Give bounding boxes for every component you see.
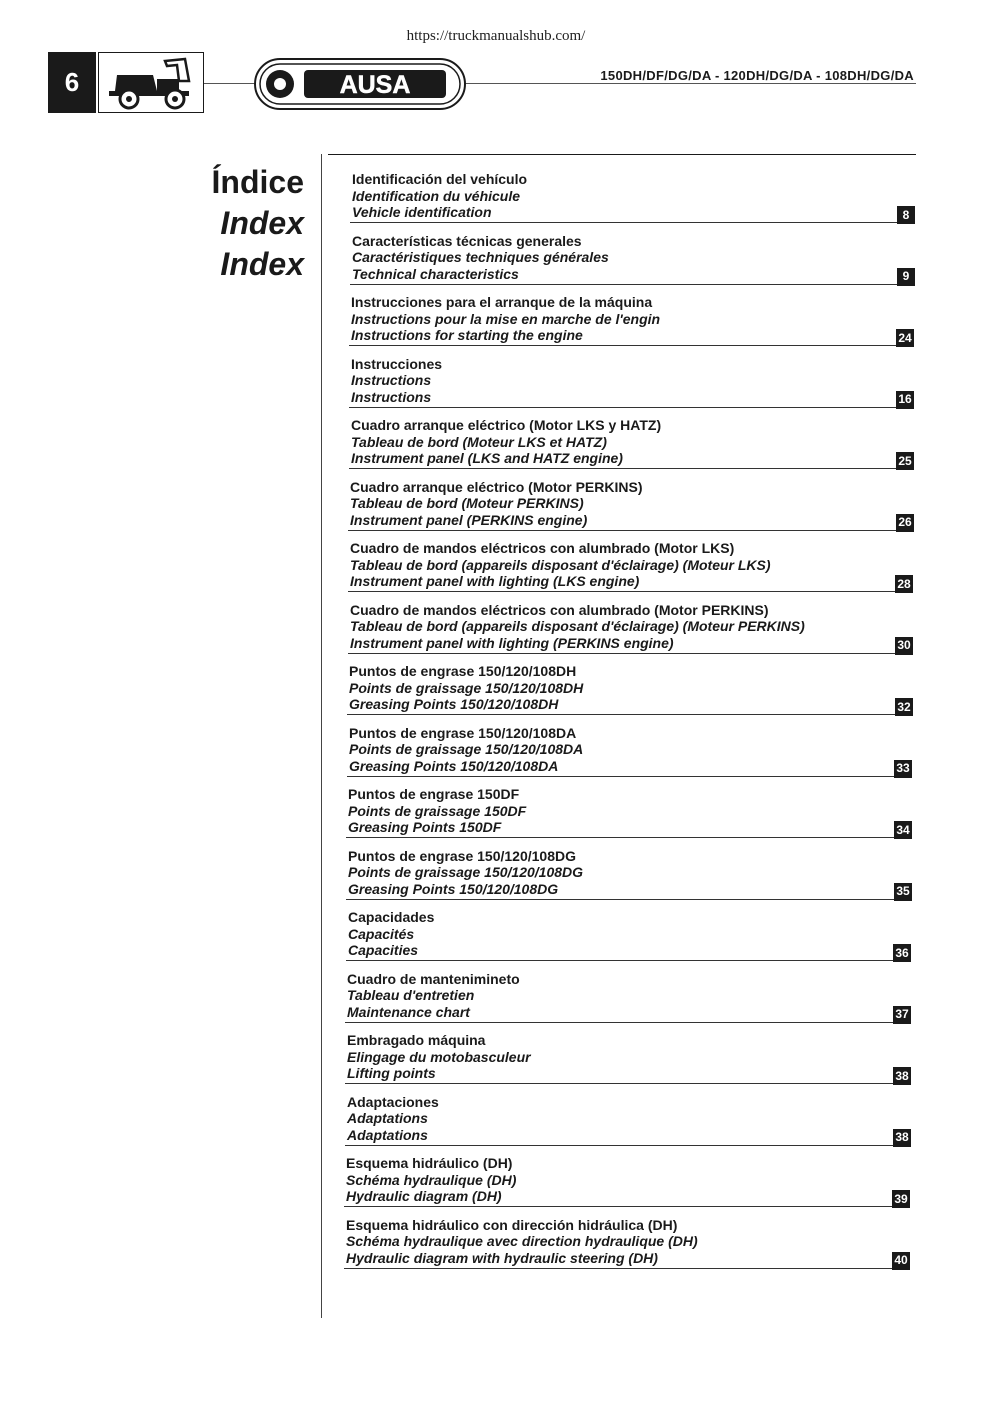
toc-entry-rule (348, 530, 896, 531)
toc-title-en: Instrument panel (PERKINS engine) (350, 511, 588, 528)
toc-entry-rule (348, 653, 895, 654)
toc-entry-titles (348, 848, 583, 898)
toc-title-fr: Schéma hydraulique avec direction hydraulique (DH) (346, 1233, 698, 1249)
chapter-number-badge: 6 (48, 52, 96, 113)
toc-entry (0, 479, 992, 541)
toc-page-number: 26 (896, 514, 914, 532)
toc-title-es: Esquema hidráulico (DH) (346, 1155, 513, 1171)
toc-entry-titles (348, 786, 526, 836)
toc-page-number: 40 (892, 1252, 910, 1270)
toc-title-es: Esquema hidráulico con dirección hidráulica (DH) (346, 1216, 678, 1233)
toc-title-es: Instrucciones para el arranque de la máquina (351, 294, 653, 310)
toc-title-es: Adaptaciones (347, 1093, 439, 1110)
toc-title-fr: Instructions (351, 372, 432, 388)
toc-entry (0, 971, 992, 1033)
toc-entry-titles (346, 1217, 698, 1267)
toc-title-es: Cuadro de mandos eléctricos con alumbrado (Motor PERKINS) (350, 601, 769, 618)
toc-page-number: 37 (893, 1006, 911, 1024)
toc-page-number: 30 (895, 637, 913, 655)
toc-page-number: 32 (895, 698, 913, 716)
toc-entry (0, 294, 992, 356)
toc-title-fr: Points de graissage 150/120/108DG (348, 864, 584, 880)
index-title-es: Índice (211, 164, 304, 200)
toc-title-es: Instrucciones (351, 355, 443, 372)
toc-title-es: Capacidades (348, 909, 435, 925)
toc-title-en: Greasing Points 150/120/108DG (348, 880, 559, 897)
top-rule (328, 154, 916, 155)
toc-title-fr: Tableau de bord (appareils disposant d'éclairage) (Moteur PERKINS) (350, 618, 805, 634)
toc-title-fr: Adaptations (347, 1110, 428, 1126)
toc-title-es: Cuadro de mandos eléctricos con alumbrado (Motor LKS) (350, 540, 735, 556)
toc-title-en: Vehicle identification (352, 204, 492, 220)
toc-entry-rule (345, 1022, 893, 1023)
toc-title-es: Características técnicas generales (352, 232, 582, 249)
toc-entry-rule (350, 284, 897, 285)
toc-entry-titles (347, 1094, 439, 1144)
toc-entry (0, 602, 992, 664)
toc-entry (0, 1155, 992, 1217)
toc-entry (0, 1032, 992, 1094)
toc-title-fr: Tableau de bord (Moteur PERKINS) (350, 495, 584, 511)
toc-title-en: Greasing Points 150DF (348, 819, 502, 835)
toc-page-number: 38 (893, 1067, 911, 1085)
toc-title-fr: Schéma hydraulique (DH) (346, 1171, 517, 1188)
toc-entry-rule (349, 407, 896, 408)
models-header: 150DH/DF/DG/DA - 120DH/DG/DA - 108DH/DG/DA (600, 68, 914, 83)
index-title-fr: Index (220, 205, 304, 241)
toc-entry-titles (349, 725, 583, 775)
toc-entry (0, 725, 992, 787)
toc-title-es: Puntos de engrase 150/120/108DG (348, 847, 576, 864)
toc-entry (0, 786, 992, 848)
toc-title-es: Puntos de engrase 150DF (348, 786, 520, 802)
dumper-truck-icon (98, 52, 204, 113)
toc-page-number: 8 (897, 206, 915, 224)
toc-entry-rule (349, 345, 896, 346)
toc-page-number: 34 (894, 821, 912, 839)
toc-title-fr: Points de graissage 150/120/108DA (349, 741, 584, 757)
toc-entry-titles (348, 909, 434, 959)
toc-entry (0, 171, 992, 233)
toc-page-number: 28 (895, 575, 913, 593)
toc-entry-rule (350, 222, 897, 223)
toc-title-es: Embragado máquina (347, 1032, 486, 1048)
toc-title-es: Puntos de engrase 150/120/108DA (349, 724, 577, 741)
toc-page-number: 25 (896, 452, 914, 470)
toc-entry-titles (352, 171, 527, 221)
toc-title-en: Greasing Points 150/120/108DA (349, 757, 559, 774)
toc-title-fr: Points de graissage 150/120/108DH (349, 679, 584, 696)
toc-title-fr: Caractéristiques techniques générales (352, 249, 609, 265)
toc-entry-rule (346, 899, 894, 900)
toc-entry-titles (352, 233, 609, 283)
toc-title-fr: Instructions pour la mise en marche de l'engin (351, 310, 661, 327)
toc-title-fr: Identification du véhicule (352, 187, 521, 204)
toc-entry-rule (345, 1145, 893, 1146)
toc-title-fr: Tableau de bord (appareils disposant d'éclairage) (Moteur LKS) (350, 556, 771, 573)
toc-entry-rule (349, 468, 896, 469)
toc-entry-titles (347, 1032, 531, 1082)
index-title-en: Index (220, 246, 304, 282)
toc-page-number: 24 (896, 329, 914, 347)
dumper-truck-drawing (99, 53, 203, 112)
toc-entry-titles (351, 294, 660, 344)
toc-entry (0, 540, 992, 602)
toc-entry-rule (348, 591, 895, 592)
toc-entry (0, 663, 992, 725)
toc-entry-rule (346, 960, 893, 961)
toc-entry-titles (351, 417, 661, 467)
toc-title-en: Technical characteristics (352, 265, 519, 282)
toc-entry-titles (350, 602, 805, 652)
toc-page-number: 35 (894, 883, 912, 901)
toc-entry (0, 233, 992, 295)
toc-entry-titles (351, 356, 442, 406)
source-url: https://truckmanualshub.com/ (406, 28, 586, 44)
toc-title-en: Hydraulic diagram (DH) (346, 1188, 502, 1204)
toc-entry (0, 417, 992, 479)
toc-title-en: Greasing Points 150/120/108DH (349, 696, 559, 712)
toc-title-es: Cuadro arranque eléctrico (Motor LKS y HATZ) (351, 417, 662, 433)
toc-title-es: Puntos de engrase 150/120/108DH (349, 663, 577, 679)
toc-entry-titles (346, 1155, 516, 1205)
toc-title-en: Hydraulic diagram with hydraulic steering (DH) (346, 1249, 658, 1266)
toc-title-es: Cuadro de mantenimineto (347, 970, 520, 987)
toc-entry-titles (350, 479, 643, 529)
toc-title-en: Lifting points (347, 1065, 436, 1081)
toc-entry-titles (347, 971, 520, 1021)
toc-entry (0, 1217, 992, 1279)
svg-text:AUSA: AUSA (339, 71, 411, 99)
toc-title-fr: Capacités (348, 925, 415, 942)
toc-title-en: Instrument panel with lighting (PERKINS engine) (350, 634, 674, 651)
toc-title-en: Instrument panel (LKS and HATZ engine) (351, 450, 623, 466)
toc-title-en: Instructions for starting the engine (351, 327, 583, 343)
toc-entry-rule (346, 837, 894, 838)
brand-logo (254, 58, 466, 110)
toc-page-number: 36 (893, 944, 911, 962)
toc-title-fr: Elingage du motobasculeur (347, 1048, 531, 1065)
toc-entry-rule (347, 714, 895, 715)
toc-entry-titles (349, 663, 583, 713)
toc-entry-rule (345, 1083, 893, 1084)
toc-page-number: 16 (896, 391, 914, 409)
toc-page-number: 33 (894, 760, 912, 778)
table-of-contents (0, 171, 992, 1278)
toc-title-en: Maintenance chart (347, 1003, 470, 1020)
toc-title-es: Identificación del vehículo (352, 171, 528, 187)
toc-title-fr: Points de graissage 150DF (348, 802, 527, 819)
toc-title-en: Adaptations (347, 1126, 428, 1143)
toc-title-es: Cuadro arranque eléctrico (Motor PERKINS) (350, 478, 643, 495)
toc-entry-rule (347, 776, 894, 777)
toc-title-en: Capacities (348, 942, 419, 958)
toc-entry (0, 1094, 992, 1156)
toc-entry-rule (344, 1206, 892, 1207)
toc-entry-titles (350, 540, 771, 590)
toc-page-number: 9 (897, 268, 915, 286)
toc-title-en: Instructions (351, 388, 432, 405)
toc-title-en: Instrument panel with lighting (LKS engine) (350, 573, 640, 589)
toc-title-fr: Tableau d'entretien (347, 987, 475, 1003)
toc-entry-rule (344, 1268, 892, 1269)
toc-title-fr: Tableau de bord (Moteur LKS et HATZ) (351, 433, 607, 450)
toc-entry (0, 848, 992, 910)
toc-page-number: 39 (892, 1190, 910, 1208)
toc-page-number: 38 (893, 1129, 911, 1147)
toc-entry (0, 356, 992, 418)
toc-entry (0, 909, 992, 971)
